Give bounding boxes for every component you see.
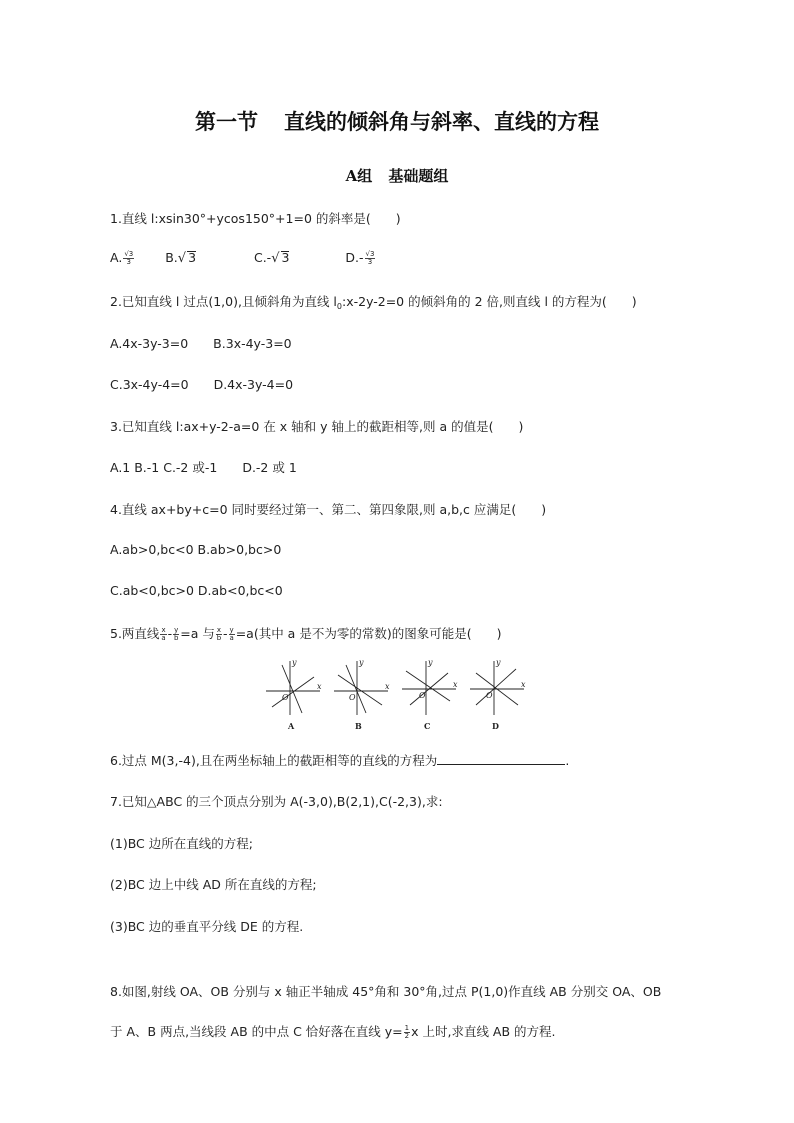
fraction-one-half: $\frac{1}{2}$ bbox=[404, 1024, 410, 1040]
question-7-part-2: (2)BC 边上中线 AD 所在直线的方程; bbox=[110, 877, 317, 892]
panel-c-x-label: x bbox=[453, 680, 458, 689]
section-number: 第一节 bbox=[195, 109, 258, 134]
question-7-stem: 7.已知△ABC 的三个顶点分别为 A(-3,0),B(2,1),C(-2,3),求: bbox=[110, 794, 443, 809]
panel-d-label: D bbox=[492, 721, 499, 731]
question-6: 6.过点 M(3,-4),且在两坐标轴上的截距相等的直线的方程为 . bbox=[110, 753, 570, 768]
q1-option-b[interactable]: B.√ 3 bbox=[165, 250, 197, 266]
question-4-stem: 4.直线 ax+by+c=0 同时要经过第一、第二、第四象限,则 a,b,c 应满足( ) bbox=[110, 502, 547, 517]
panel-d-x-label: x bbox=[521, 680, 526, 689]
group-label: A组 bbox=[345, 167, 373, 185]
question-5-figure bbox=[262, 655, 532, 735]
question-2-options-cd[interactable]: C.3x-4y-4=0 D.4x-3y-4=0 bbox=[110, 377, 294, 392]
panel-c-origin: O bbox=[419, 691, 426, 700]
panel-b-x-label: x bbox=[385, 682, 390, 691]
question-2-stem: 2.已知直线 l 过点(1,0),且倾斜角为直线 $l_0:x-2y-2=0$ 的倾斜角的 2 倍,则直线 l 的方程为( ) bbox=[110, 294, 637, 311]
question-5-stem: 5.两直线 $\frac{x}{a}$ - $\frac{y}{b}$ =a 与 $\frac{x}{b}$ - $\frac{y}{a}$ =a(其中 a 是不为零的常数)的图象可能是( ) bbox=[110, 626, 502, 642]
question-1-stem: 1.直线 l:xsin30°+ycos150°+1=0 的斜率是( ) bbox=[110, 211, 401, 226]
q1-option-c[interactable]: C.-√ 3 bbox=[253, 250, 290, 266]
question-3-stem: 3.已知直线 l:ax+y-2-a=0 在 x 轴和 y 轴上的截距相等,则 a 的值是( ) bbox=[110, 419, 524, 434]
panel-c-label: C bbox=[424, 721, 431, 731]
panel-d-origin: O bbox=[486, 691, 493, 700]
question-8-line-2: 于 A、B 两点,当线段 AB 的中点 C 恰好落在直线 y= $\frac{1}{2}$ x 上时,求直线 AB 的方程. bbox=[110, 1024, 556, 1040]
q1-option-a[interactable]: A. $\frac{√3}{3}$ bbox=[110, 250, 134, 266]
question-8-line-1: 8.如图,射线 OA、OB 分别与 x 轴正半轴成 45°角和 30°角,过点 P(1,0)作直线 AB 分别交 OA、OB bbox=[110, 984, 662, 999]
fraction-x-over-b: $\frac{x}{b}$ bbox=[216, 626, 222, 642]
question-1-options bbox=[110, 250, 376, 266]
graph-panel-c[interactable] bbox=[402, 658, 458, 731]
question-2-options-ab[interactable]: A.4x-3y-3=0 B.3x-4y-3=0 bbox=[110, 336, 292, 351]
panel-c-y-label: y bbox=[428, 658, 433, 667]
fraction-y-over-b: $\frac{y}{b}$ bbox=[173, 626, 179, 642]
graph-panel-d[interactable] bbox=[470, 658, 526, 731]
question-7-part-1: (1)BC 边所在直线的方程; bbox=[110, 836, 253, 851]
group-name: 基础题组 bbox=[388, 167, 449, 185]
subscript-zero: 0 bbox=[336, 302, 342, 311]
panel-b-origin: O bbox=[349, 693, 356, 702]
q1-option-d-fraction: $\frac{√3}{3}$ bbox=[365, 250, 375, 266]
panel-a-x-label: x bbox=[317, 682, 322, 691]
question-4-options-ab[interactable]: A.ab>0,bc<0 B.ab>0,bc>0 bbox=[110, 542, 282, 557]
panel-b-y-label: y bbox=[359, 658, 364, 667]
panel-b-label: B bbox=[355, 721, 362, 731]
section-title: 直线的倾斜角与斜率、直线的方程 bbox=[284, 109, 599, 134]
fraction-y-over-a: $\frac{y}{a}$ bbox=[229, 626, 234, 642]
question-6-stem: 6.过点 M(3,-4),且在两坐标轴上的截距相等的直线的方程为 bbox=[110, 753, 438, 768]
group-heading bbox=[0, 165, 794, 186]
fraction-x-over-a: $\frac{x}{a}$ bbox=[161, 626, 166, 642]
page-title bbox=[0, 106, 794, 136]
panel-a-label: A bbox=[288, 721, 295, 731]
q1-option-d[interactable]: D.- $\frac{√3}{3}$ bbox=[345, 250, 375, 266]
four-graph-options bbox=[262, 655, 532, 735]
graph-panel-a[interactable] bbox=[266, 658, 322, 731]
panel-d-y-label: y bbox=[496, 658, 501, 667]
question-3-options[interactable]: A.1 B.-1 C.-2 或-1 D.-2 或 1 bbox=[110, 460, 297, 475]
question-7-part-3: (3)BC 边的垂直平分线 DE 的方程. bbox=[110, 919, 304, 934]
answer-blank[interactable] bbox=[437, 753, 565, 765]
panel-a-y-label: y bbox=[292, 658, 297, 667]
graph-panel-b[interactable] bbox=[334, 658, 390, 731]
question-4-options-cd[interactable]: C.ab<0,bc>0 D.ab<0,bc<0 bbox=[110, 583, 283, 598]
q1-option-a-fraction: $\frac{√3}{3}$ bbox=[124, 250, 134, 266]
panel-a-origin: O bbox=[282, 693, 289, 702]
